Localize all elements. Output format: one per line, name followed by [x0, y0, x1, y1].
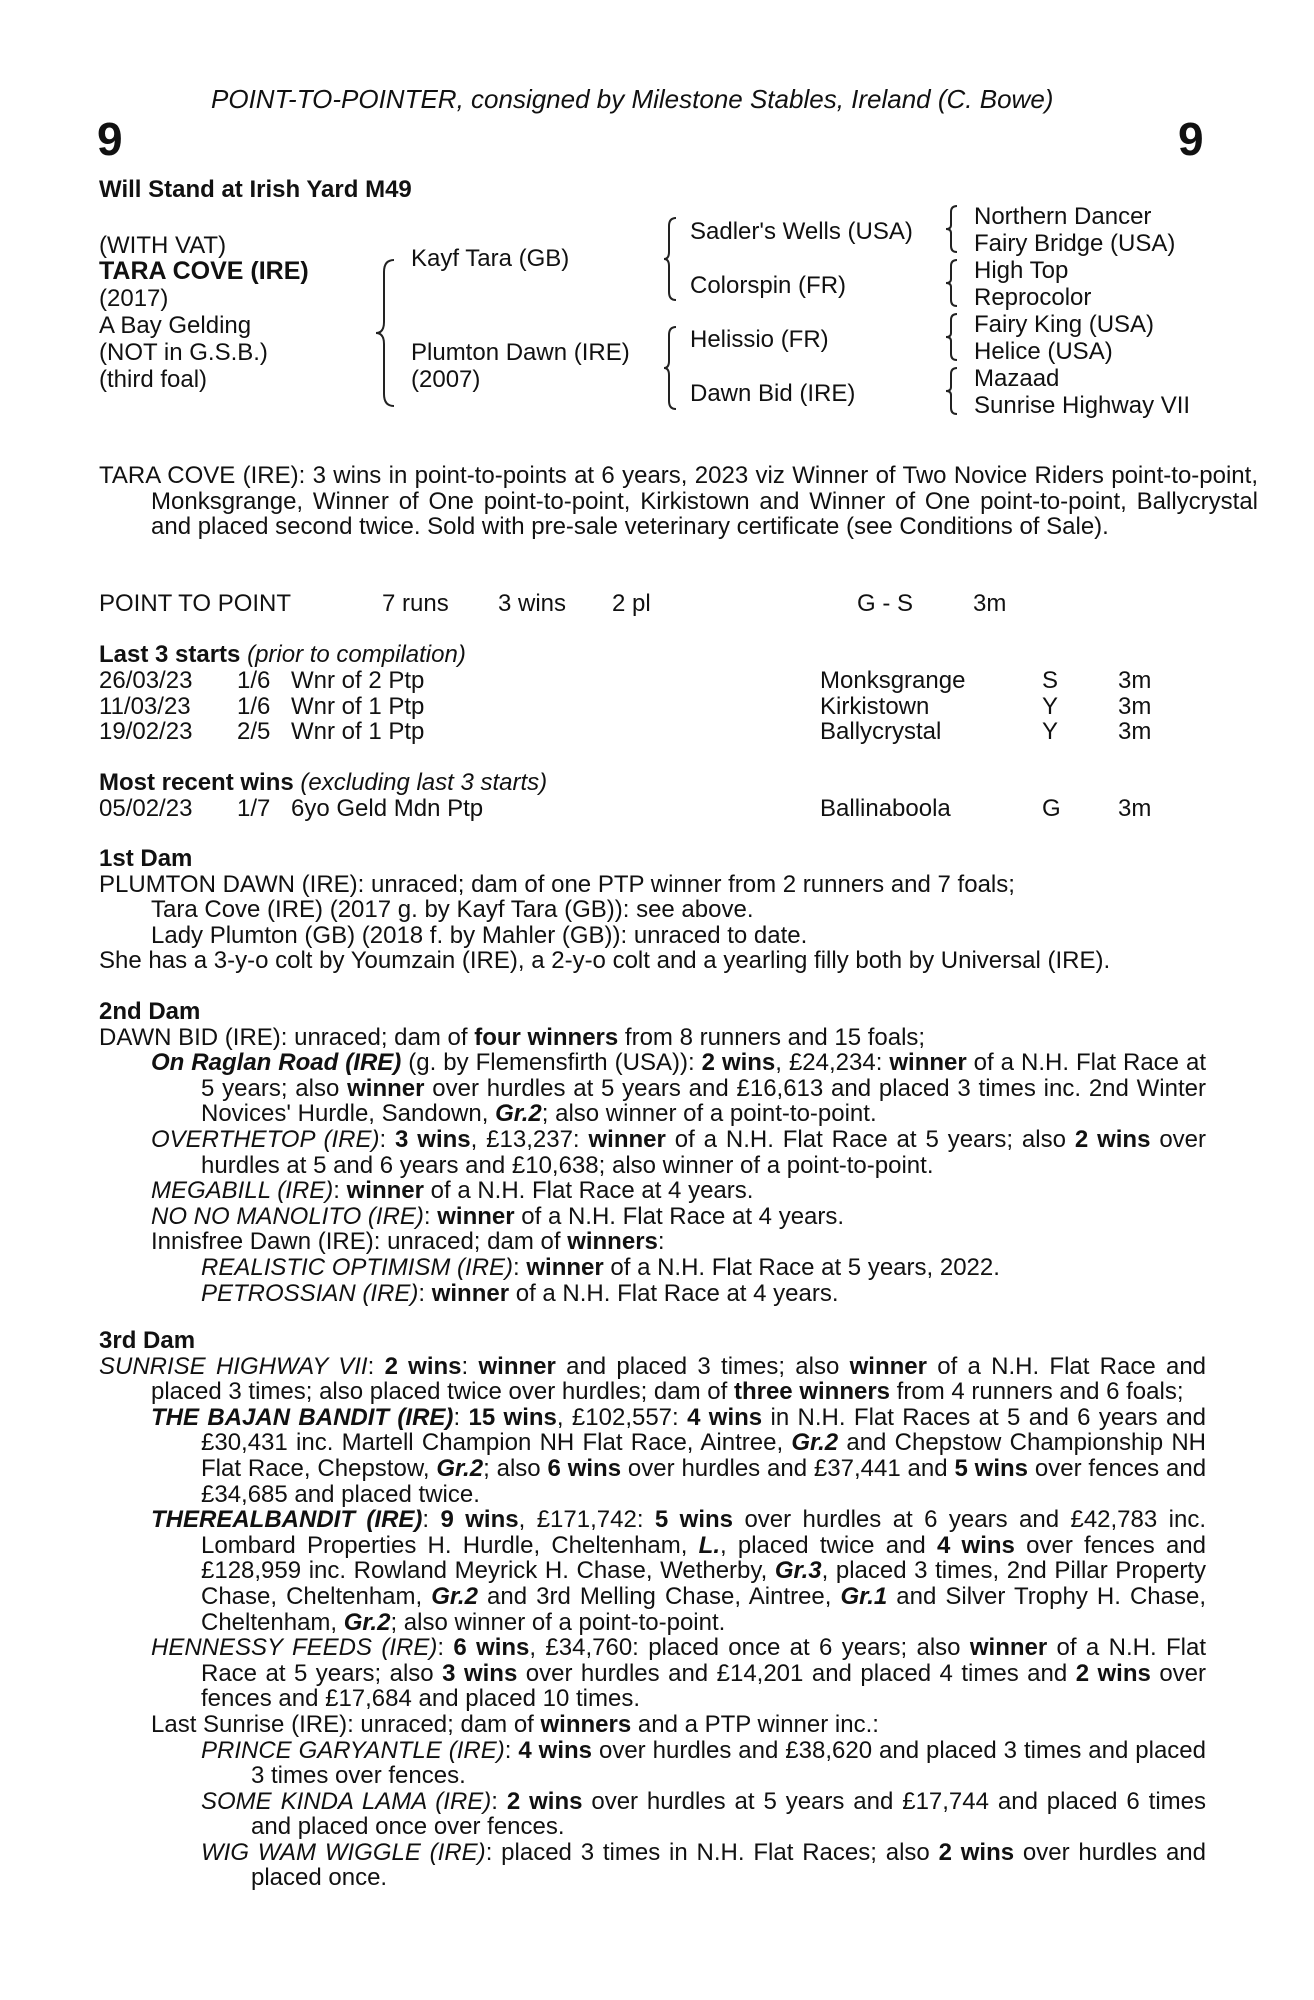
text: of a N.H. Flat Race and placed 3 times; also placed twice over hurdles; dam of — [151, 1352, 1207, 1406]
pedigree-ssd: Fairy Bridge (USA) — [974, 230, 1176, 257]
record-going: G - S — [857, 590, 914, 617]
third-dam-section — [99, 1328, 1206, 1891]
pedigree-sire: Kayf Tara (GB) — [411, 245, 570, 272]
text: SUNRISE HIGHWAY VII — [99, 1352, 368, 1380]
text: of a N.H. Flat Race at 5 years; also — [201, 1049, 1207, 1102]
text: and a PTP winner inc.: — [631, 1710, 879, 1738]
text: over hurdles and placed once. — [251, 1838, 1207, 1892]
text: REALISTIC OPTIMISM (IRE) — [201, 1253, 514, 1281]
pedigree-dss: Fairy King (USA) — [974, 311, 1155, 338]
text: OVERTHETOP (IRE) — [151, 1125, 380, 1153]
text: HENNESSY FEEDS (IRE) — [151, 1634, 438, 1662]
text: Innisfree Dawn (IRE): unraced; dam of — [151, 1228, 568, 1256]
text: winner — [431, 1279, 510, 1307]
text: : — [422, 1506, 441, 1534]
text: : — [333, 1177, 347, 1205]
recent-win-race: 6yo Geld Mdn Ptp — [291, 795, 484, 822]
text: THEREALBANDIT (IRE) — [151, 1506, 423, 1534]
text: Last Sunrise (IRE): unraced; dam of — [151, 1710, 541, 1738]
text: in N.H. Flat Races at 5 and 6 years and £30,431 inc. Martell Champion NH Flat Race, Aintree, — [201, 1403, 1206, 1457]
last-start-pos: 1/6 — [237, 667, 271, 694]
stand-location: Will Stand at Irish Yard M49 — [99, 176, 412, 203]
first-dam-produce: Tara Cove (IRE) (2017 g. by Kayf Tara (GB)): see above. — [151, 896, 754, 924]
text: : — [657, 1228, 665, 1256]
foal-note: (third foal) — [99, 366, 208, 393]
text: winner — [849, 1352, 927, 1380]
text: , placed 3 times, 2nd Pillar Property Chase, Cheltenham, — [201, 1557, 1207, 1610]
text: 5 wins — [954, 1454, 1029, 1482]
pedigree-brace-sd — [946, 258, 960, 308]
last-start-race: Wnr of 1 Ptp — [291, 692, 425, 720]
text: 4 wins — [518, 1736, 593, 1764]
text: of a N.H. Flat Race at 5 years, 2022. — [603, 1253, 1000, 1281]
produce-no-no-manolito — [99, 1204, 1206, 1230]
text: of a N.H. Flat Race at 5 years; also — [665, 1125, 1075, 1153]
text: over hurdles and £14,201 and placed 4 times and — [517, 1659, 1076, 1687]
text: over hurdles at 5 years and £16,613 and placed 3 times inc. 2nd Winter Novices' Hurdle, Sandown, — [201, 1074, 1206, 1128]
text: : — [418, 1279, 432, 1307]
text: 2 wins — [1075, 1659, 1151, 1687]
text: L. — [698, 1531, 720, 1559]
text: winner — [969, 1634, 1048, 1662]
text: THE BAJAN BANDIT (IRE) — [151, 1403, 454, 1431]
text: three winners — [733, 1378, 891, 1406]
last-start-going: S — [1042, 667, 1059, 694]
text: , £34,760: placed once at 6 years; also — [529, 1634, 970, 1662]
produce-innisfree-dawn — [99, 1229, 1206, 1255]
produce-overthetop — [99, 1127, 1206, 1178]
produce-wig-wam-wiggle — [99, 1840, 1206, 1891]
text: : placed 3 times in N.H. Flat Races; also — [485, 1838, 939, 1866]
text: ; also — [483, 1454, 548, 1482]
text: and placed 3 times; also — [555, 1352, 850, 1380]
horse-year: (2017) — [99, 285, 169, 312]
recent-win-going: G — [1042, 795, 1061, 822]
text: of a N.H. Flat Race at 4 years. — [509, 1279, 839, 1307]
recent-win-course: Ballinaboola — [820, 795, 951, 822]
text: : — [437, 1634, 454, 1662]
text: Gr.2 — [495, 1100, 542, 1128]
text: , £171,742: — [518, 1506, 655, 1534]
text: Gr.2 — [436, 1454, 484, 1482]
text: 2 wins — [506, 1787, 583, 1815]
text: Gr.3 — [774, 1557, 822, 1585]
horse-description: A Bay Gelding — [99, 312, 252, 339]
pedigree-brace-dd — [946, 366, 960, 416]
pedigree-sds: High Top — [974, 257, 1069, 284]
pedigree-dds: Mazaad — [974, 365, 1060, 392]
race-summary: TARA COVE (IRE): 3 wins in point-to-points at 6 years, 2023 viz Winner of Two Novice Riders point-to-point, Monksgrange, Winner of One point-to-point, Kirkistown and Winner of One point-to-point, Ballycrystal and placed second twice. Sold with pre-sale veterinary certificate (see Conditions of Sale). — [99, 462, 1258, 541]
text: , £13,237: — [470, 1125, 589, 1153]
last-start-date: 11/03/23 — [99, 692, 191, 720]
pedigree-dam-dam: Dawn Bid (IRE) — [690, 380, 856, 407]
text: : — [453, 1403, 469, 1431]
recent-win-date: 05/02/23 — [99, 795, 193, 822]
pedigree-brace-ss — [946, 204, 960, 254]
text: 6 wins — [453, 1634, 530, 1662]
record-placed: 2 pl — [612, 590, 651, 617]
last-start-course: Kirkistown — [820, 692, 930, 720]
text: and Silver Trophy H. Chase, Cheltenham, — [201, 1582, 1206, 1636]
lot-number-right: 9 — [1178, 113, 1204, 165]
pedigree-sss: Northern Dancer — [974, 203, 1152, 230]
pedigree-brace-main — [378, 258, 398, 408]
text: 4 wins — [936, 1531, 1015, 1559]
last-start-race: Wnr of 2 Ptp — [291, 667, 425, 694]
text: over hurdles at 5 and 6 years and £10,638; also winner of a point-to-point. — [201, 1125, 1207, 1179]
text: 3 wins — [395, 1125, 471, 1153]
last-start-course: Ballycrystal — [820, 718, 942, 746]
produce-the-bajan-bandit — [99, 1405, 1206, 1507]
text: SOME KINDA LAMA (IRE) — [201, 1787, 492, 1815]
pedigree-ddd: Sunrise Highway VII — [974, 392, 1191, 419]
text: DAWN BID (IRE): unraced; dam of — [99, 1023, 475, 1051]
recent-win-pos: 1/7 — [237, 795, 271, 822]
pedigree-brace-dam — [664, 325, 680, 411]
recent-wins-title: Most recent wins — [99, 769, 294, 796]
record-runs: 7 runs — [382, 590, 449, 617]
produce-on-raglan-road — [99, 1050, 1206, 1127]
text: NO NO MANOLITO (IRE) — [151, 1202, 424, 1230]
text: , placed twice and — [719, 1531, 937, 1559]
text: 5 wins — [654, 1506, 734, 1534]
last-starts-heading — [99, 642, 466, 668]
text: , £102,557: — [556, 1403, 688, 1431]
text: PETROSSIAN (IRE) — [201, 1279, 419, 1307]
text: , £24,234: — [775, 1049, 890, 1077]
second-dam-title: 2nd Dam — [99, 998, 201, 1025]
last-starts-note: (prior to compilation) — [247, 641, 466, 668]
produce-megabill — [99, 1178, 1206, 1204]
text: 6 wins — [547, 1454, 622, 1482]
text: Gr.2 — [791, 1429, 839, 1457]
pedigree-brace-sire — [664, 216, 680, 302]
text: of a N.H. Flat Race at 4 years. — [514, 1202, 845, 1230]
text: : — [504, 1736, 519, 1764]
text: 4 wins — [687, 1403, 763, 1431]
produce-prince-garyantle — [99, 1738, 1206, 1789]
text: 2 wins — [938, 1838, 1015, 1866]
last-starts-title: Last 3 starts — [99, 641, 241, 668]
first-dam-section — [99, 846, 1206, 974]
text: winner — [478, 1352, 556, 1380]
produce-last-sunrise — [99, 1712, 1206, 1738]
first-dam-title: 1st Dam — [99, 845, 193, 872]
text: 3 wins — [442, 1659, 518, 1687]
text: and Chepstow Championship NH Flat Race, Chepstow, — [201, 1429, 1207, 1482]
lot-number-left: 9 — [97, 113, 123, 165]
produce-petrossian — [99, 1281, 1206, 1307]
text: winner — [346, 1177, 424, 1205]
text: 2 wins — [701, 1049, 776, 1077]
pedigree-brace-ds — [946, 312, 960, 362]
text: 9 wins — [440, 1506, 519, 1534]
last-start-pos: 2/5 — [237, 718, 271, 746]
gsb-note: (NOT in G.S.B.) — [99, 339, 268, 366]
text: of a N.H. Flat Race at 4 years. — [423, 1177, 754, 1205]
third-dam-title: 3rd Dam — [99, 1327, 196, 1354]
horse-name: TARA COVE (IRE) — [99, 257, 309, 285]
recent-win-dist: 3m — [1118, 795, 1152, 822]
recent-wins-heading — [99, 770, 547, 796]
pedigree-dam-sire: Helissio (FR) — [690, 326, 829, 353]
first-dam-produce: Lady Plumton (GB) (2018 f. by Mahler (GB)): unraced to date. — [151, 921, 808, 949]
text: over hurdles and £38,620 and placed 3 times and placed 3 times over fences. — [251, 1736, 1206, 1790]
text: WIG WAM WIGGLE (IRE) — [201, 1838, 486, 1866]
text: over fences and £128,959 inc. Rowland Meyrick H. Chase, Wetherby, — [201, 1531, 1207, 1585]
text: and 3rd Melling Chase, Aintree, — [477, 1582, 841, 1610]
text: : — [379, 1125, 396, 1153]
first-dam-note: She has a 3-y-o colt by Youmzain (IRE), a 2-y-o colt and a yearling filly both by Universal (IRE). — [99, 947, 1111, 975]
text: 2 wins — [1074, 1125, 1151, 1153]
text: from 4 runners and 6 foals; — [890, 1378, 1184, 1406]
text: of a N.H. Flat Race at 5 years; also — [201, 1634, 1206, 1687]
third-dam-intro — [99, 1354, 1206, 1405]
text: On Raglan Road (IRE) — [151, 1049, 402, 1077]
last-start-going: Y — [1042, 718, 1059, 746]
text: over fences and £34,685 and placed twice. — [201, 1454, 1207, 1508]
text: over fences and £17,684 and placed 10 times. — [201, 1659, 1207, 1713]
text: ; also winner of a point-to-point. — [541, 1100, 877, 1128]
record-label: POINT TO POINT — [99, 590, 292, 617]
record-distance: 3m — [973, 590, 1007, 617]
text: PRINCE GARYANTLE (IRE) — [201, 1736, 505, 1764]
text: over hurdles and £37,441 and — [621, 1454, 955, 1482]
text: MEGABILL (IRE) — [151, 1177, 334, 1205]
second-dam-section — [99, 999, 1206, 1306]
text: winner — [889, 1049, 967, 1077]
pedigree-sdd: Reprocolor — [974, 284, 1092, 311]
pedigree-dam: Plumton Dawn (IRE) — [411, 339, 630, 366]
last-start-dist: 3m — [1118, 718, 1152, 746]
text: : — [491, 1787, 507, 1815]
text: winner — [347, 1074, 425, 1102]
last-start-dist: 3m — [1118, 692, 1152, 720]
last-start-date: 26/03/23 — [99, 667, 193, 694]
text: winner — [526, 1253, 604, 1281]
consignor-line: POINT-TO-POINTER, consigned by Milestone Stables, Ireland (C. Bowe) — [211, 84, 1054, 114]
produce-therealbandit — [99, 1507, 1206, 1635]
last-start-going: Y — [1042, 692, 1059, 720]
text: Gr.2 — [431, 1582, 478, 1610]
text: from 8 runners and 15 foals; — [618, 1023, 926, 1051]
text: Gr.1 — [840, 1582, 888, 1610]
last-start-dist: 3m — [1118, 667, 1152, 694]
pedigree-dam-year: (2007) — [411, 366, 481, 393]
produce-realistic-optimism — [99, 1255, 1206, 1281]
last-start-race: Wnr of 1 Ptp — [291, 718, 425, 746]
text: ; also winner of a point-to-point. — [390, 1608, 726, 1636]
recent-wins-note: (excluding last 3 starts) — [300, 769, 548, 796]
text: winner — [437, 1202, 515, 1230]
last-start-date: 19/02/23 — [99, 718, 193, 746]
produce-hennessy-feeds — [99, 1635, 1206, 1712]
text: : — [461, 1352, 479, 1380]
second-dam-intro — [99, 1025, 1206, 1051]
first-dam-line: PLUMTON DAWN (IRE): unraced; dam of one PTP winner from 2 runners and 7 foals; — [99, 870, 1015, 898]
text: winners — [540, 1710, 632, 1738]
text: : — [513, 1253, 527, 1281]
text: (g. by Flemensfirth (USA)): — [401, 1049, 702, 1077]
text: : — [367, 1352, 385, 1380]
last-start-pos: 1/6 — [237, 692, 271, 720]
text: over hurdles at 5 years and £17,744 and placed 6 times and placed once over fences. — [251, 1787, 1207, 1841]
text: winner — [588, 1125, 666, 1153]
pedigree-sire-dam: Colorspin (FR) — [690, 272, 847, 299]
last-start-course: Monksgrange — [820, 667, 966, 694]
vat-note: (WITH VAT) — [99, 232, 227, 259]
text: winners — [567, 1228, 658, 1256]
text: Gr.2 — [343, 1608, 391, 1636]
text: : — [423, 1202, 438, 1230]
text: four winners — [474, 1023, 619, 1051]
text: 2 wins — [384, 1352, 462, 1380]
text: over hurdles at 6 years and £42,783 inc. Lombard Properties H. Hurdle, Cheltenham, — [201, 1506, 1206, 1559]
text: 15 wins — [468, 1403, 557, 1431]
record-wins: 3 wins — [498, 590, 567, 617]
pedigree-sire-sire: Sadler's Wells (USA) — [690, 218, 913, 245]
produce-some-kinda-lama — [99, 1789, 1206, 1840]
pedigree-dsd: Helice (USA) — [974, 338, 1113, 365]
